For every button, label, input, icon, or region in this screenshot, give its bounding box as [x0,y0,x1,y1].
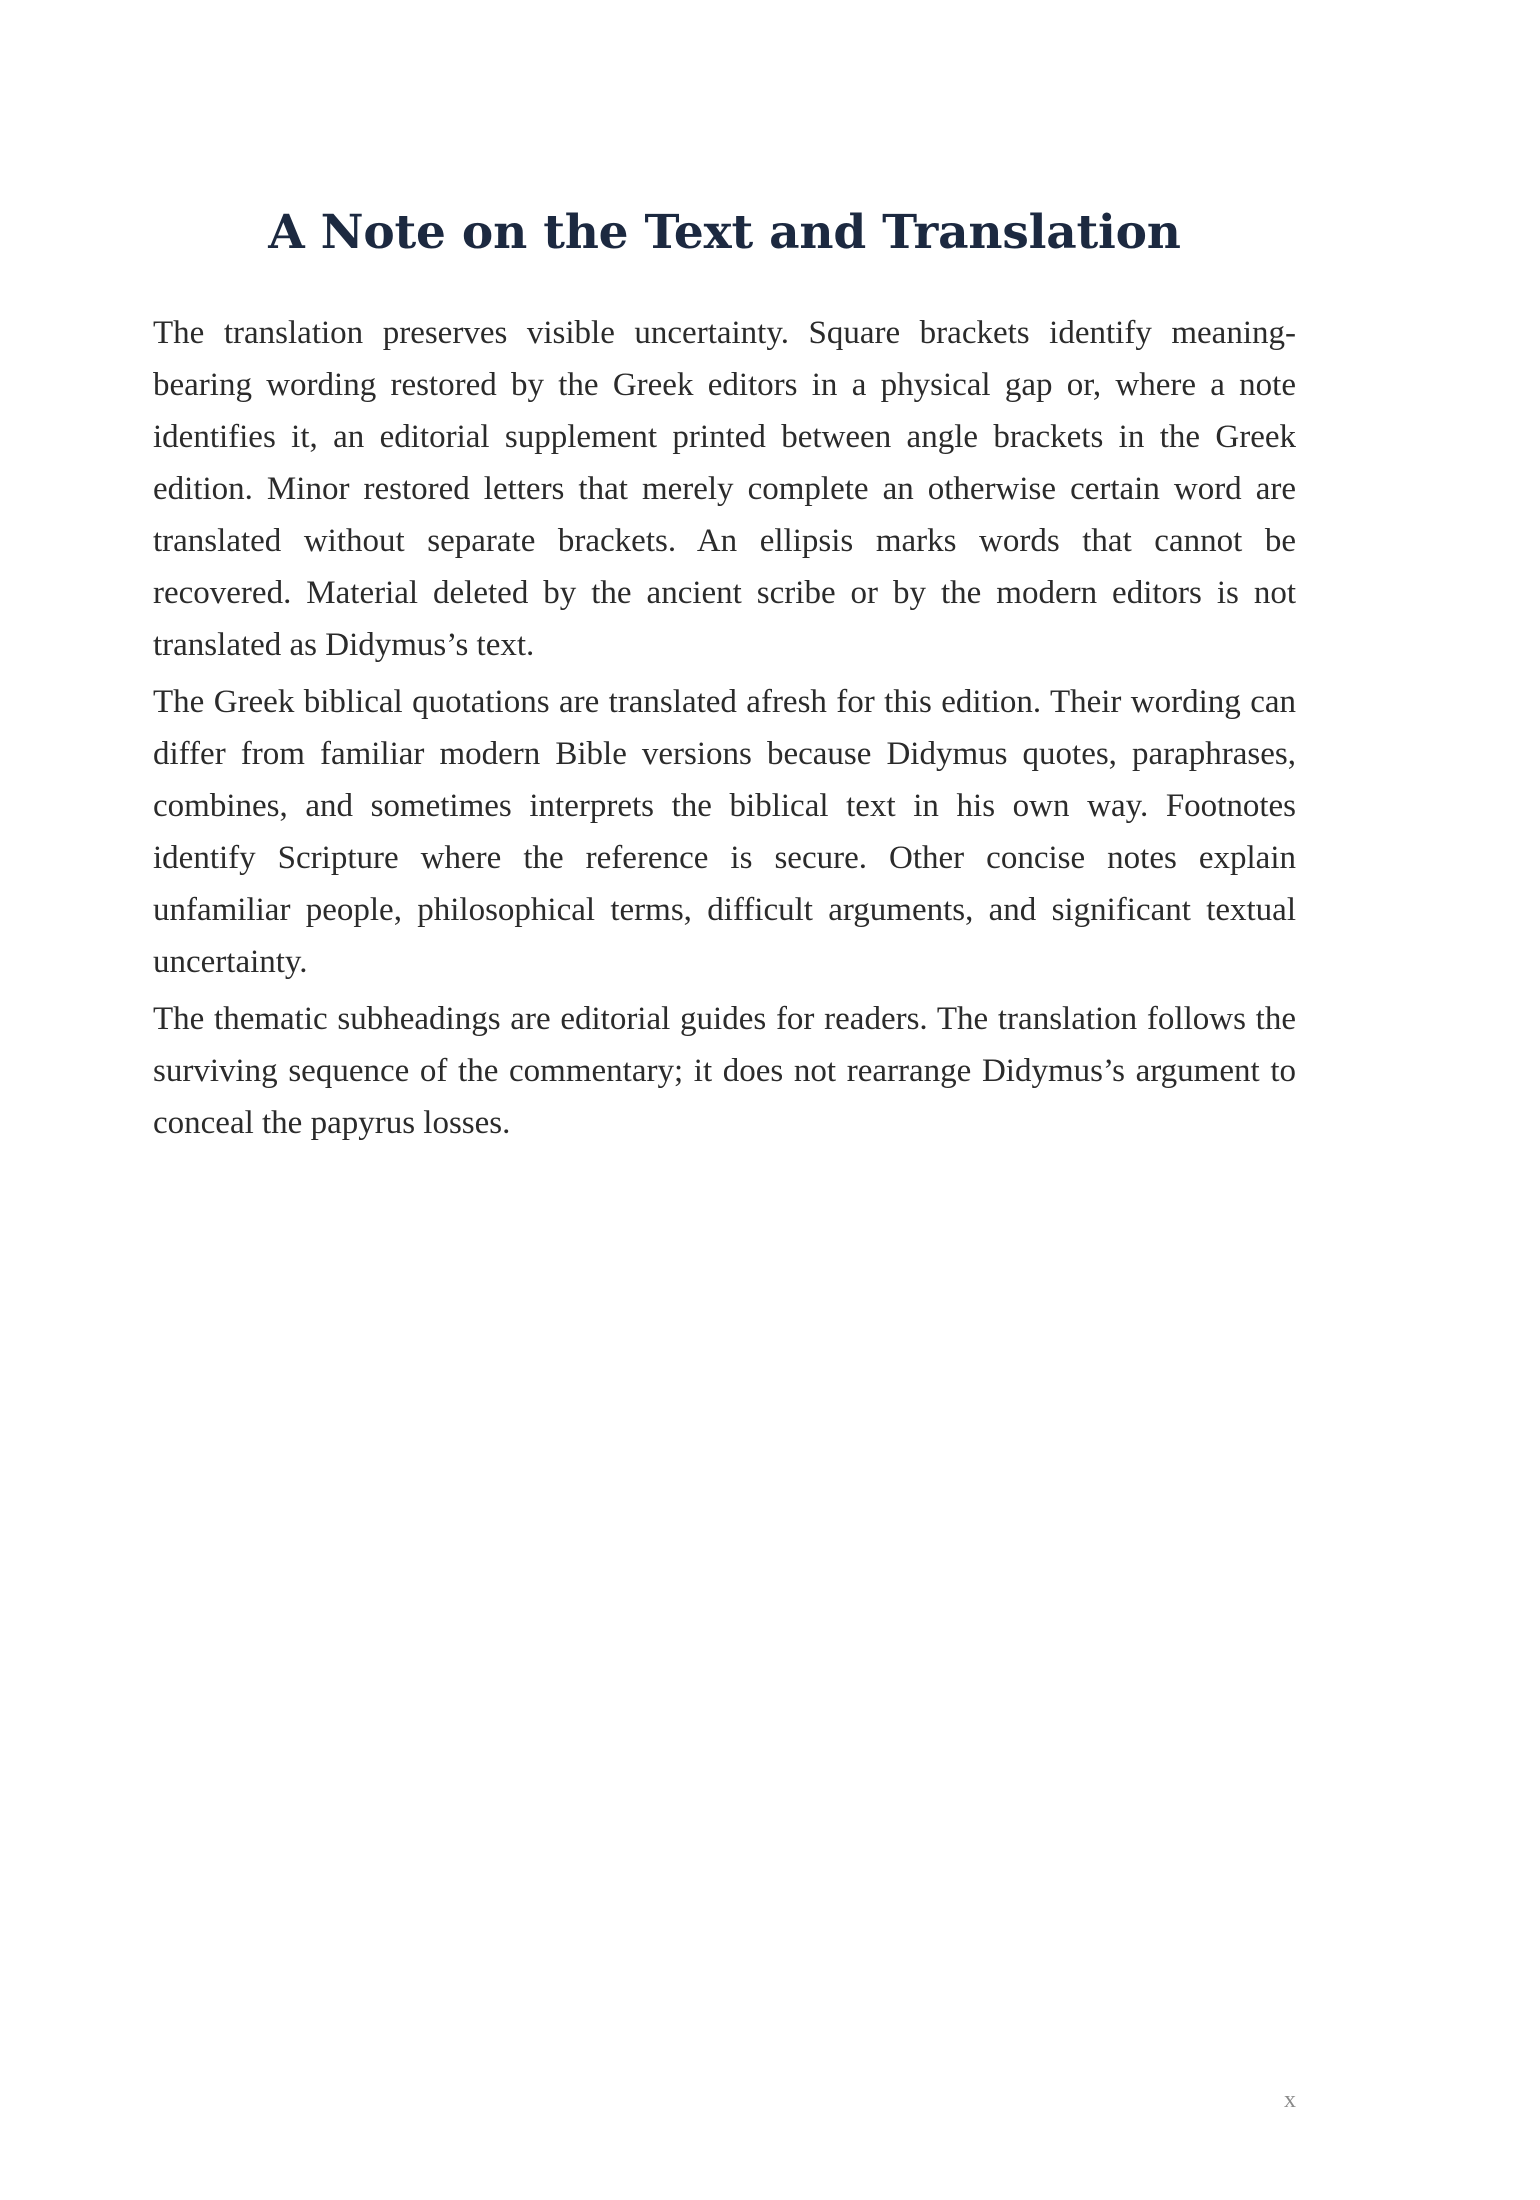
page-title: A Note on the Text and Translation [268,205,1181,260]
paragraph-1: The translation preserves visible uncertainty. Square brackets identify meaning-bearing wording restored by the Greek editors in a physical gap or, where a note identifies it, an editorial supplement printed between angle brackets in the Greek edition. Minor restored letters that merely complete an otherwise certain word are translated without separate brackets. An ellipsis marks words that cannot be recovered. Material deleted by the ancient scribe or by the modern editors is not translated as Didymus’s text. [153,315,1296,663]
page-number: x [1284,2087,1296,2113]
body-text [153,307,1296,1154]
paragraph-3: The thematic subheadings are editorial guides for readers. The translation follows the surviving sequence of the commentary; it does not rearrange Didymus’s argument to conceal the papyrus losses. [153,1001,1296,1141]
paragraph-2: The Greek biblical quotations are translated afresh for this edition. Their wording can differ from familiar modern Bible versions because Didymus quotes, paraphrases, combines, and sometimes interprets the biblical text in his own way. Footnotes identify Scripture where the reference is secure. Other concise notes explain unfamiliar people, philosophical terms, difficult arguments, and significant textual uncertainty. [153,684,1296,980]
